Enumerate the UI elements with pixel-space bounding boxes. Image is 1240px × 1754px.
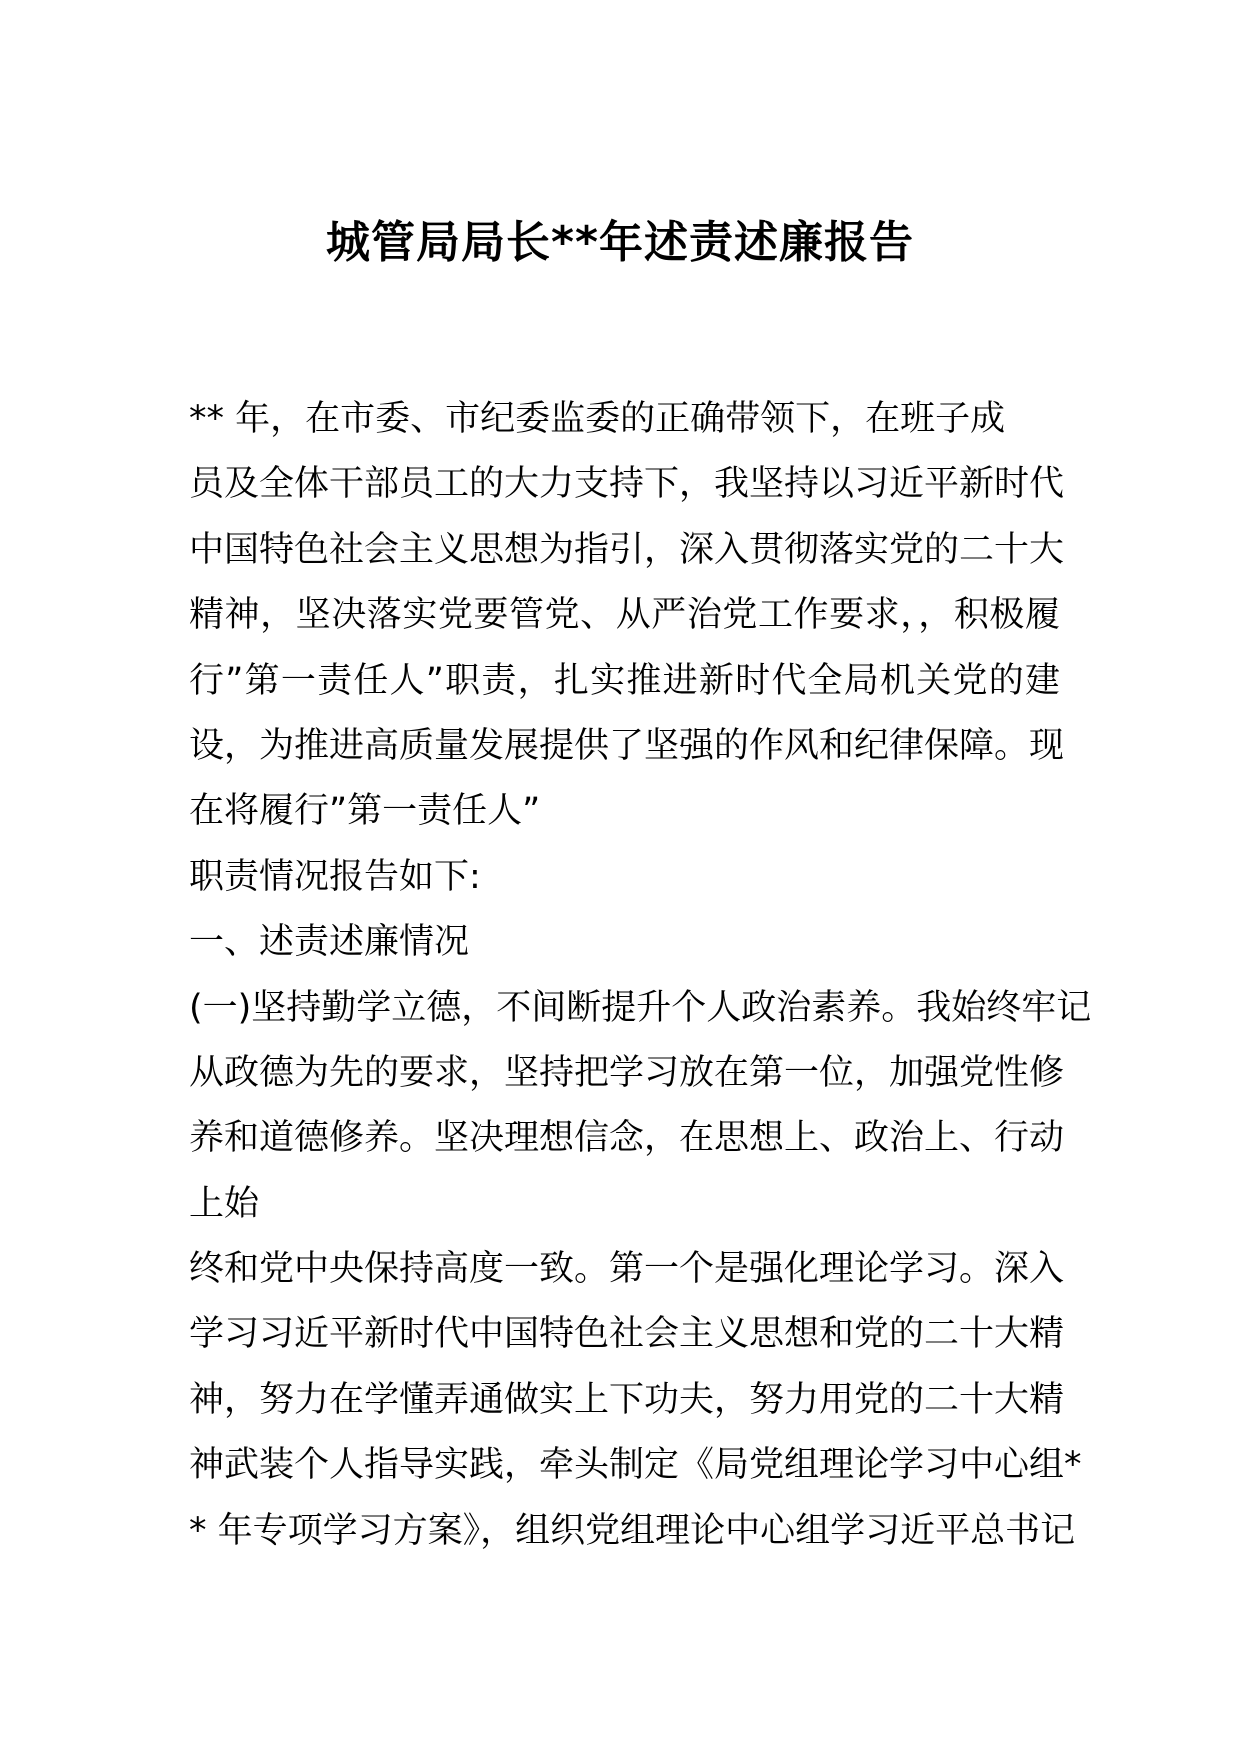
paragraph-line: 中国特色社会主义思想为指引，深入贯彻落实党的二十大	[189, 529, 1065, 570]
paragraph-line: 神武装个人指导实践，牵头制定《局党组理论学习中心组*	[189, 1445, 1082, 1486]
paragraph-line: 职责情况报告如下:	[189, 856, 481, 897]
paragraph-line: 员及全体干部员工的大力支持下，我坚持以习近平新时代	[189, 464, 1065, 505]
paragraph-line: 终和党中央保持高度一致。第一个是强化理论学习。深入	[189, 1249, 1065, 1290]
paragraph-line: 设，为推进高质量发展提供了坚强的作风和纪律保障。现	[189, 725, 1065, 766]
paragraph-line: 养和道德修养。坚决理想信念，在思想上、政治上、行动	[189, 1118, 1065, 1159]
paragraph-line: ** 年，在市委、市纪委监委的正确带领下，在班子成	[189, 399, 1006, 439]
paragraph-line: 神，努力在学懂弄通做实上下功夫，努力用党的二十大精	[189, 1379, 1065, 1420]
paragraph-line: (一)坚持勤学立德，不间断提升个人政治素养。我始终牢记	[189, 987, 1092, 1028]
paragraph-line: 学习习近平新时代中国特色社会主义思想和党的二十大精	[189, 1314, 1065, 1355]
paragraph-line: 从政德为先的要求，坚持把学习放在第一位，加强党性修	[189, 1052, 1065, 1093]
paragraph-line: 在将履行”第一责任人”	[189, 791, 541, 832]
document-body	[189, 395, 1092, 1572]
paragraph-line: 行”第一责任人”职责，扎实推进新时代全局机关党的建	[189, 660, 1060, 701]
paragraph-line: 上始	[189, 1183, 260, 1224]
paragraph-line: * 年专项学习方案》，组织党组理论中心组学习近平总书记	[189, 1510, 1076, 1551]
document-title: 城管局局长**年述责述廉报告	[325, 217, 915, 268]
paragraph-line: 一、述责述廉情况	[189, 922, 470, 963]
paragraph-line: 精神，坚决落实党要管党、从严治党工作要求，，积极履	[189, 595, 1060, 636]
